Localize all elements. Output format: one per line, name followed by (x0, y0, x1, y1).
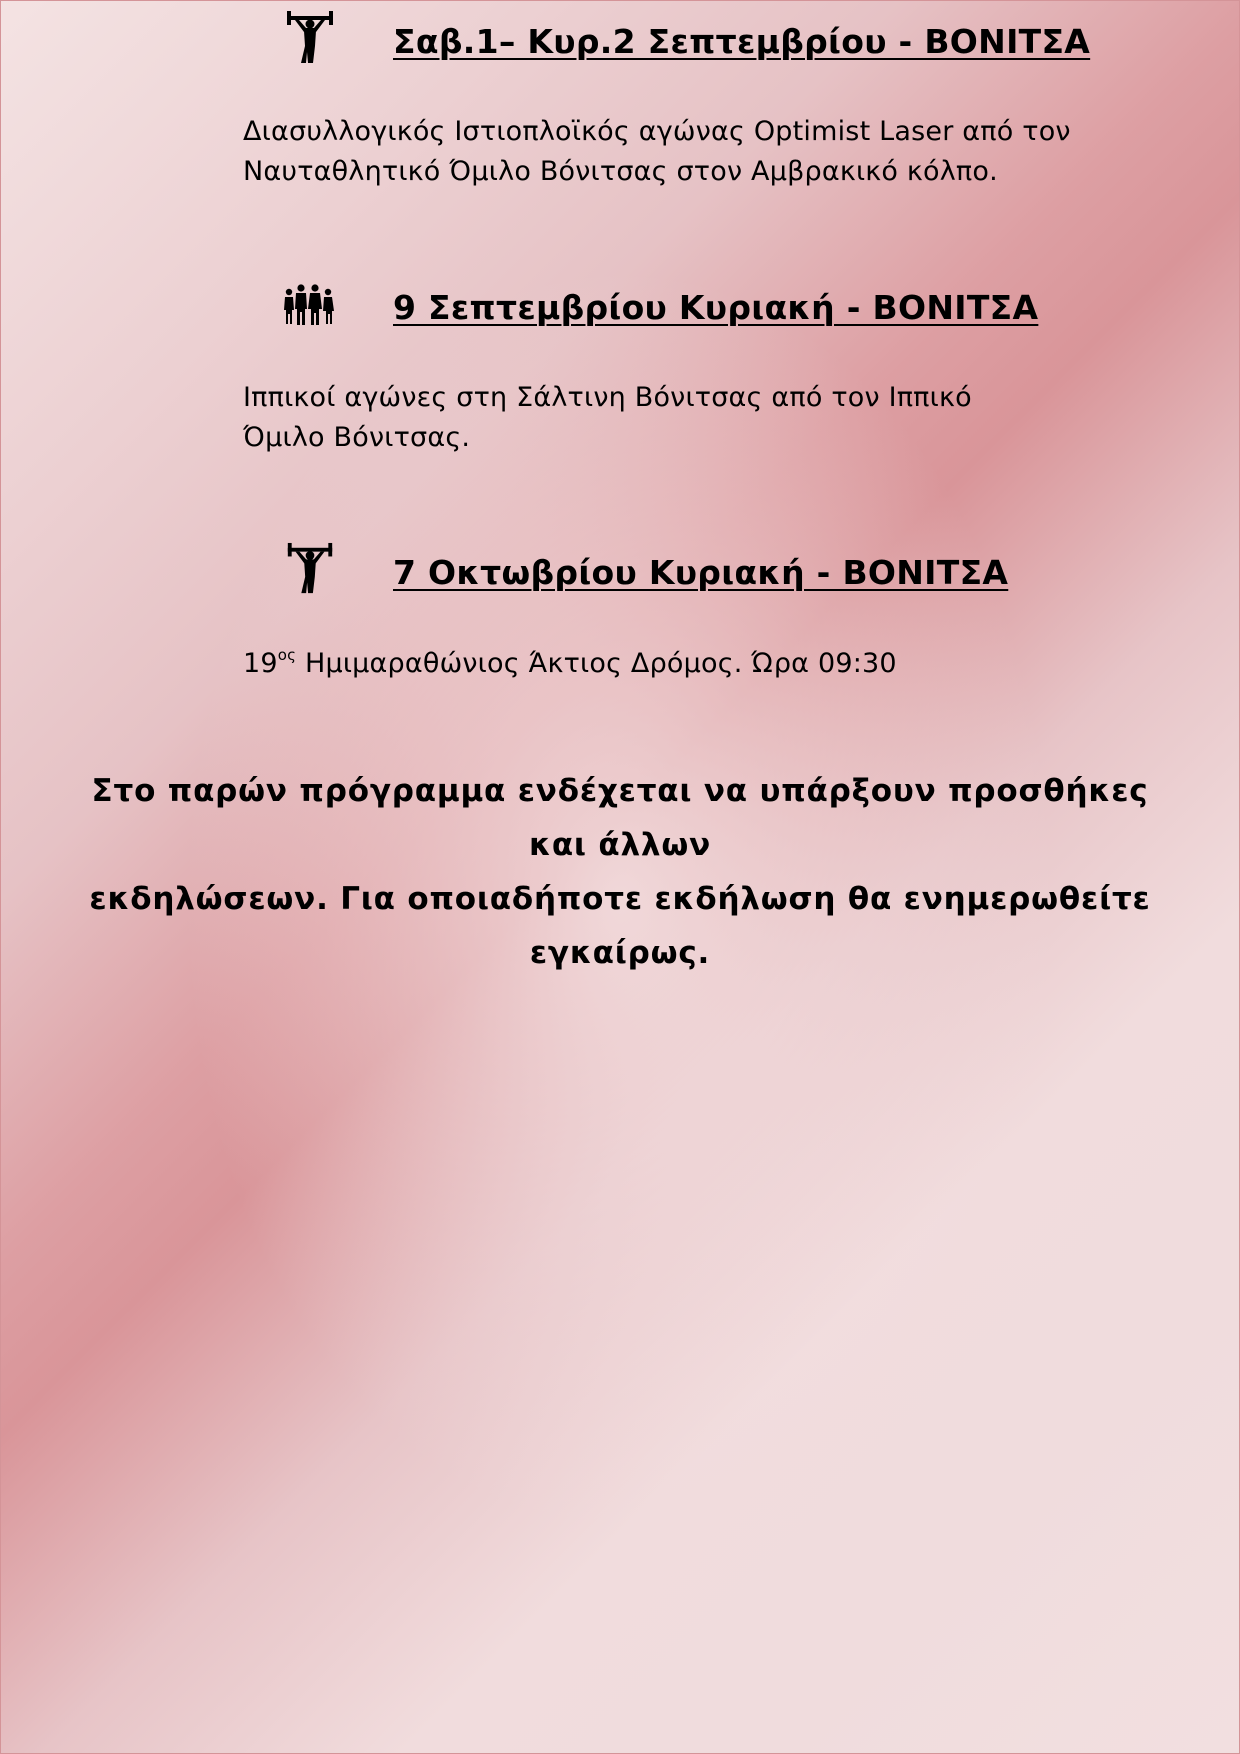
event-2-heading (0, 280, 1240, 340)
event-2-description (243, 378, 1143, 458)
event-2-description-line-1: Ιππικοί αγώνες στη Σάλτινη Βόνιτσας από τον Ιππικό (243, 382, 972, 413)
event-3-description (243, 644, 1143, 684)
event-3-description-line-1 (243, 644, 1143, 684)
event-1-title: Σαβ.1– Κυρ.2 Σεπτεμβρίου - ΒΟΝΙΤΣΑ (393, 22, 1091, 61)
event-3-heading (0, 541, 1240, 601)
event-3-title: 7 Οκτωβρίου Κυριακή - ΒΟΝΙΤΣΑ (393, 553, 1009, 592)
event-1-description-line-2: Ναυταθλητικό Όμιλο Βόνιτσας στον Αμβρακικό κόλπο. (243, 156, 998, 187)
closing-note-line-1: Στο παρών πρόγραμμα ενδέχεται να υπάρξουν προσθήκες και άλλων (91, 773, 1149, 863)
event-2-title: 9 Σεπτεμβρίου Κυριακή - ΒΟΝΙΤΣΑ (393, 288, 1039, 327)
event-1-heading (0, 10, 1240, 70)
weightlifter-icon (287, 10, 333, 66)
weightlifter-icon (287, 542, 333, 596)
event-3-ordinal-suffix: ος (277, 646, 297, 664)
family-icon (283, 284, 335, 326)
event-1-description-line-1: Διασυλλογικός Ιστιοπλοϊκός αγώνας Optimist Laser από τον (243, 116, 1071, 147)
closing-note (60, 764, 1180, 980)
event-1-description (243, 112, 1143, 192)
event-3-description-text: Ημιμαραθώνιος Άκτιος Δρόμος. Ώρα 09:30 (296, 648, 897, 679)
closing-note-line-2: εκδηλώσεων. Για οποιαδήποτε εκδήλωση θα ενημερωθείτε εγκαίρως. (89, 881, 1151, 971)
event-3-number: 19 (243, 648, 278, 679)
event-2-description-line-2: Όμιλο Βόνιτσας. (243, 422, 471, 453)
